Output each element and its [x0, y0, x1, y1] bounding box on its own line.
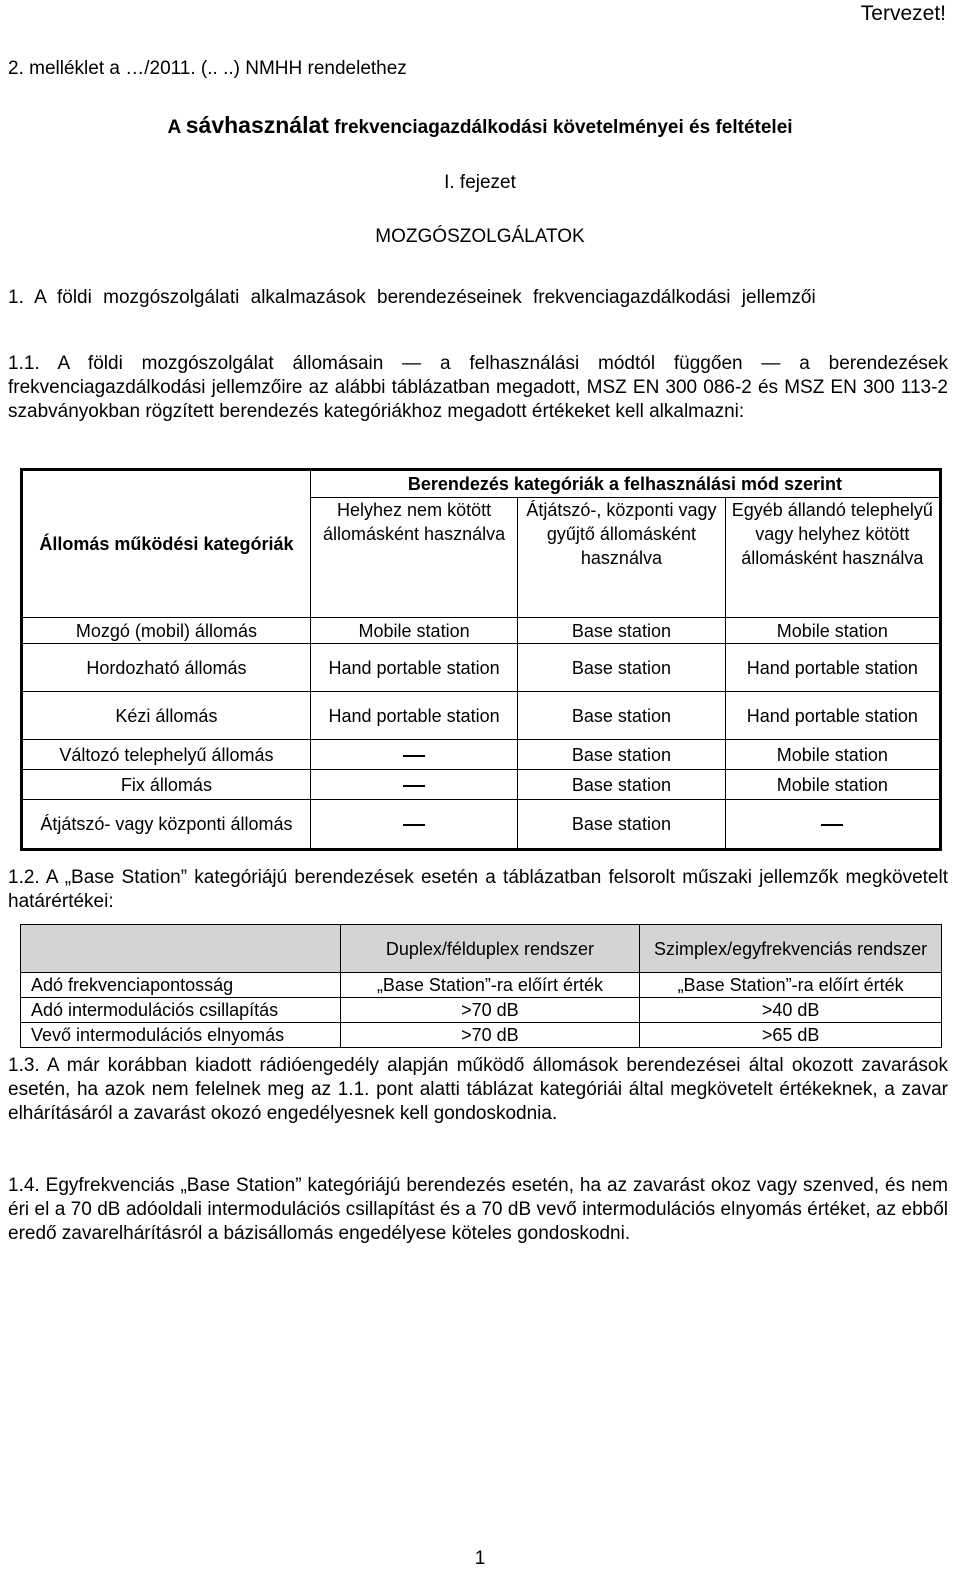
- table1-row5-c3: Mobile station: [725, 770, 940, 800]
- table1-row6-c2: Base station: [518, 800, 725, 850]
- table1-row4-c1: [310, 740, 517, 770]
- table1-row4-c2: Base station: [518, 740, 725, 770]
- table2-row2-v1: >70 dB: [340, 998, 640, 1023]
- table1-col-header-3: Egyéb állandó telephelyű vagy helyhez kötött állomásként használva: [725, 498, 940, 618]
- table1-row3-c3: Hand portable station: [725, 692, 940, 740]
- table-row: [22, 740, 941, 770]
- table2-row3-v1: >70 dB: [340, 1023, 640, 1048]
- paragraph-1-1: 1.1. A földi mozgószolgálat állomásain ― a felhasználási módtól függően ― a berendezések frekvenciagazdálkodási jellemzőire az alábbi táblázatban megadott, MSZ EN 300 086-2 és MSZ EN 300 113-2 szabványokban rögzített berendezés kategóriákhoz megadott értékeket kell alkalmazni:: [8, 353, 948, 422]
- paragraph-1: 1. A földi mozgószolgálati alkalmazások berendezéseinek frekvenciagazdálkodási jellemzői: [8, 287, 816, 308]
- table1-corner-header: Állomás működési kategóriák: [22, 470, 311, 618]
- table1-row5-category: Fix állomás: [22, 770, 311, 800]
- table2-col-header-1: Duplex/félduplex rendszer: [340, 925, 640, 973]
- table-row: [22, 800, 941, 850]
- regulation-reference: 2. melléklet a …/2011. (.. ..) NMHH rendelethez: [8, 58, 407, 79]
- table1-group-header: Berendezés kategóriák a felhasználási mód szerint: [310, 470, 940, 498]
- dash-mark: [821, 824, 843, 826]
- table-row: [22, 692, 941, 740]
- chapter-heading: I. fejezet: [444, 172, 516, 193]
- table1-col-header-1: Helyhez nem kötött állomásként használva: [310, 498, 517, 618]
- table1-row4-category: Változó telephelyű állomás: [22, 740, 311, 770]
- table-row: [22, 644, 941, 692]
- table1-row5-c2: Base station: [518, 770, 725, 800]
- table1-row6-c1: [310, 800, 517, 850]
- draft-label: Tervezet!: [860, 2, 946, 25]
- table1-row2-c2: Base station: [518, 644, 725, 692]
- table1-row1-c1: Mobile station: [310, 618, 517, 644]
- paragraph-1-2: 1.2. A „Base Station” kategóriájú berendezések esetén a táblázatban felsorolt műszaki jellemzők megkövetelt határértékei:: [8, 867, 948, 912]
- table-row: [21, 973, 942, 998]
- table1-row2-c1: Hand portable station: [310, 644, 517, 692]
- table-row: [21, 998, 942, 1023]
- paragraph-1-3: 1.3. A már korábban kiadott rádióengedély alapján működő állomások berendezései által okozott zavarások esetén, ha azok nem felelnek meg az 1.1. pont alatti táblázat kategóriái által megkövetelt értékeknek, a zavar elhárításáról a zavarást okozó engedélyesnek kell gondoskodnia.: [8, 1055, 948, 1124]
- table-row: [21, 1023, 942, 1048]
- table1-row3-c1: Hand portable station: [310, 692, 517, 740]
- section-heading: MOZGÓSZOLGÁLATOK: [375, 226, 585, 247]
- limit-values-table: [20, 924, 942, 1048]
- title-emphasis: sávhasználat: [185, 112, 329, 138]
- table2-row3-v2: >65 dB: [640, 1023, 942, 1048]
- dash-mark: [403, 824, 425, 826]
- table2-row1-v1: „Base Station”-ra előírt érték: [340, 973, 640, 998]
- table1-row5-c1: [310, 770, 517, 800]
- dash-mark: [403, 755, 425, 757]
- table2-corner: [21, 925, 341, 973]
- table1-col-header-2: Átjátszó-, központi vagy gyűjtő állomásként használva: [518, 498, 725, 618]
- equipment-category-table: [20, 468, 942, 851]
- title-prefix: A: [167, 117, 186, 138]
- table-row: [22, 618, 941, 644]
- table2-row2-label: Adó intermodulációs csillapítás: [21, 998, 341, 1023]
- table1-row2-c3: Hand portable station: [725, 644, 940, 692]
- table1-row2-category: Hordozható állomás: [22, 644, 311, 692]
- table1-row1-c3: Mobile station: [725, 618, 940, 644]
- table1-row4-c3: Mobile station: [725, 740, 940, 770]
- table1-row3-c2: Base station: [518, 692, 725, 740]
- table1-row6-c3: [725, 800, 940, 850]
- paragraph-1-4: 1.4. Egyfrekvenciás „Base Station” kategóriájú berendezés esetén, ha az zavarást okoz vagy szenved, és nem éri el a 70 dB adóoldali intermodulációs csillapítást és a 70 dB vevő intermodulációs elnyomás értéket, az ebből eredő zavarelhárításról a bázisállomás engedélyese köteles gondoskodni.: [8, 1175, 948, 1244]
- table2-row3-label: Vevő intermodulációs elnyomás: [21, 1023, 341, 1048]
- document-title: [0, 112, 960, 139]
- page-number: 1: [474, 1548, 486, 1569]
- table2-col-header-2: Szimplex/egyfrekvenciás rendszer: [640, 925, 942, 973]
- table1-row1-c2: Base station: [518, 618, 725, 644]
- table1-row1-category: Mozgó (mobil) állomás: [22, 618, 311, 644]
- table-row: [22, 770, 941, 800]
- title-rest: frekvenciagazdálkodási követelményei és feltételei: [328, 117, 793, 138]
- table2-row2-v2: >40 dB: [640, 998, 942, 1023]
- table2-row1-label: Adó frekvenciapontosság: [21, 973, 341, 998]
- dash-mark: [403, 785, 425, 787]
- table2-row1-v2: „Base Station”-ra előírt érték: [640, 973, 942, 998]
- table1-row6-category: Átjátszó- vagy központi állomás: [22, 800, 311, 850]
- table1-row3-category: Kézi állomás: [22, 692, 311, 740]
